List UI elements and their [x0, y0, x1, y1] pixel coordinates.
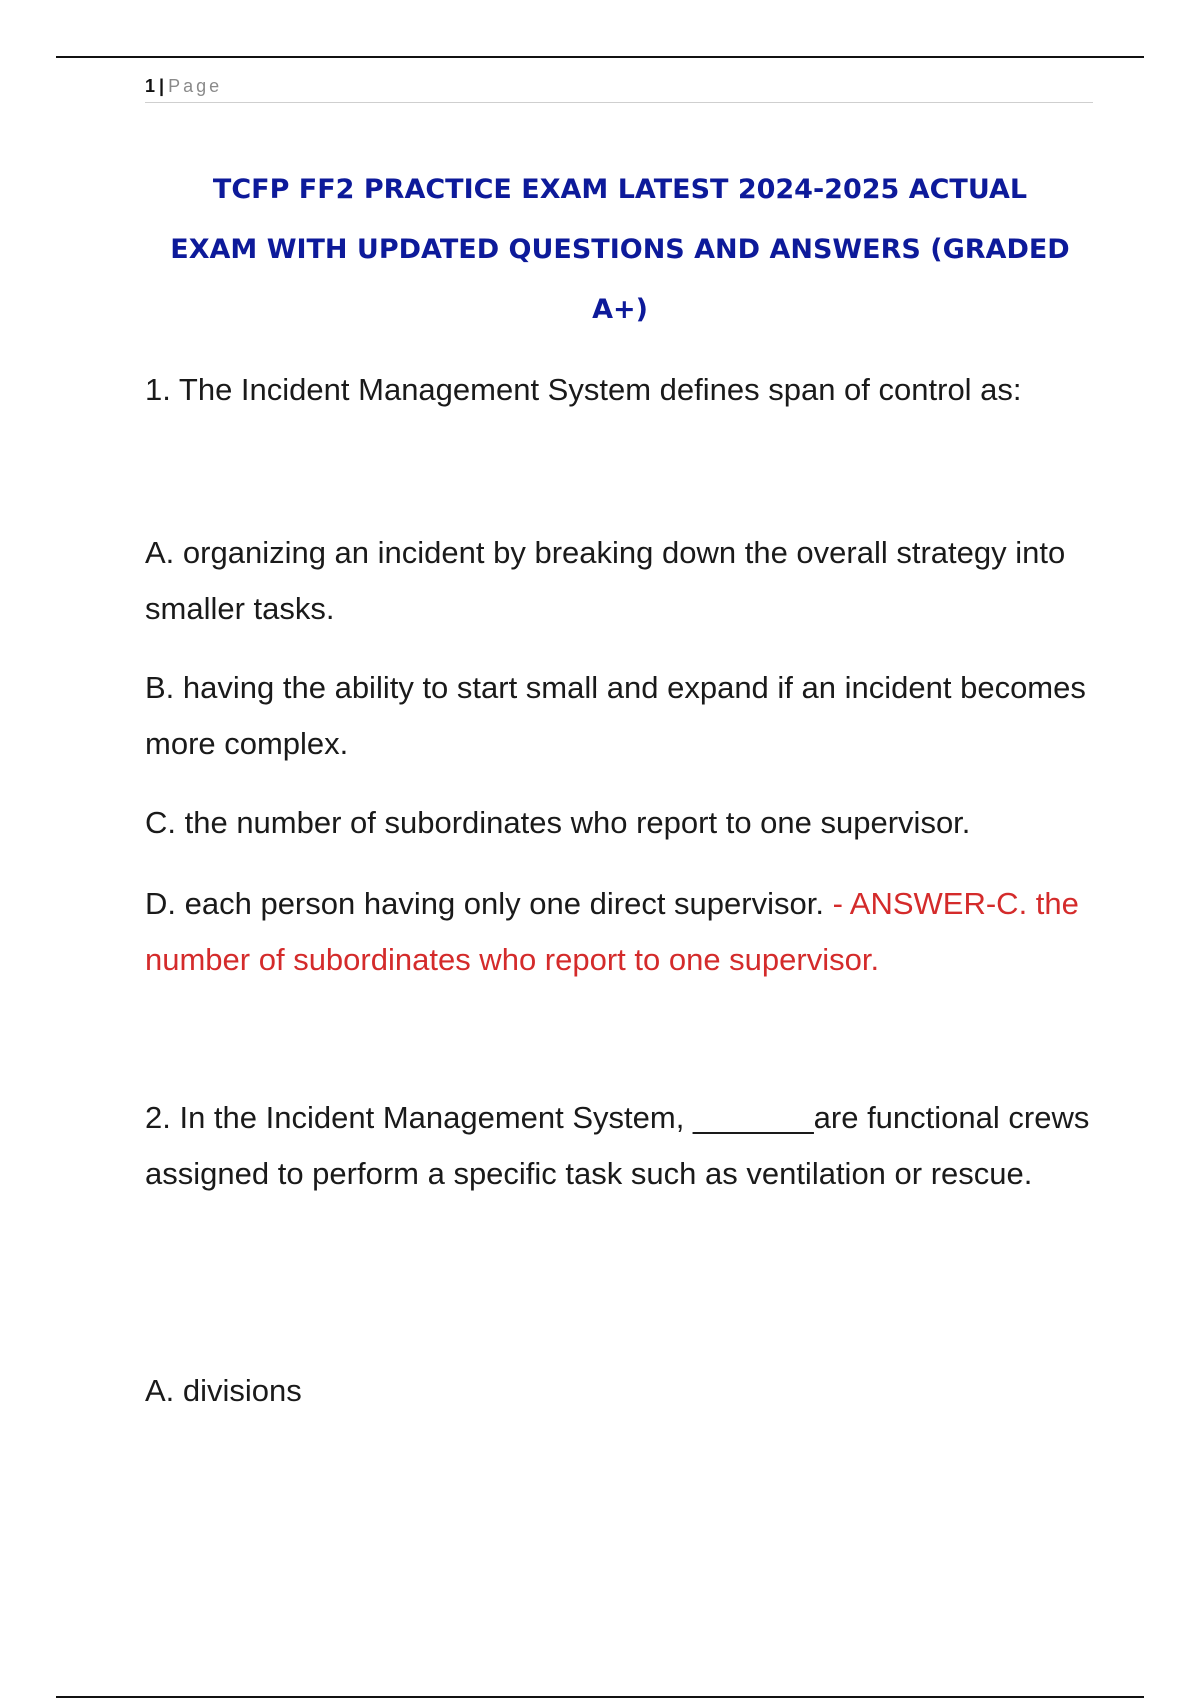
- page-header: [145, 70, 1093, 103]
- bottom-rule: [56, 1696, 1144, 1698]
- title-line-1: TCFP FF2 PRACTICE EXAM LATEST 2024-2025 ACTUAL: [212, 174, 1028, 205]
- page-number: 1: [145, 76, 156, 96]
- question-2-prompt: 2. In the Incident Management System, _______are functional crews assigned to perform a specific task such as ventilation or rescue.: [145, 1100, 1090, 1191]
- question-1-answer: - ANSWER-C. the number of subordinates who report to one supervisor.: [145, 886, 1079, 977]
- page-separator: |: [159, 76, 165, 96]
- question-1-option-d: [145, 876, 1095, 988]
- question-1-prompt: 1. The Incident Management System defines span of control as:: [145, 372, 1022, 407]
- question-2-option-a: A. divisions: [145, 1373, 302, 1408]
- page-label: Page: [168, 76, 223, 96]
- question-1-option-c: C. the number of subordinates who report to one supervisor.: [145, 805, 971, 840]
- title-line-2: EXAM WITH UPDATED QUESTIONS AND ANSWERS (GRADED: [170, 234, 1070, 265]
- question-1-option-b: B. having the ability to start small and expand if an incident becomes more complex.: [145, 670, 1086, 761]
- top-rule: [56, 56, 1144, 58]
- title-line-3: A+): [592, 294, 648, 325]
- document-title: [140, 160, 1100, 340]
- option-d-text: D. each person having only one direct supervisor.: [145, 886, 824, 921]
- question-1-option-a: A. organizing an incident by breaking down the overall strategy into smaller tasks.: [145, 535, 1066, 626]
